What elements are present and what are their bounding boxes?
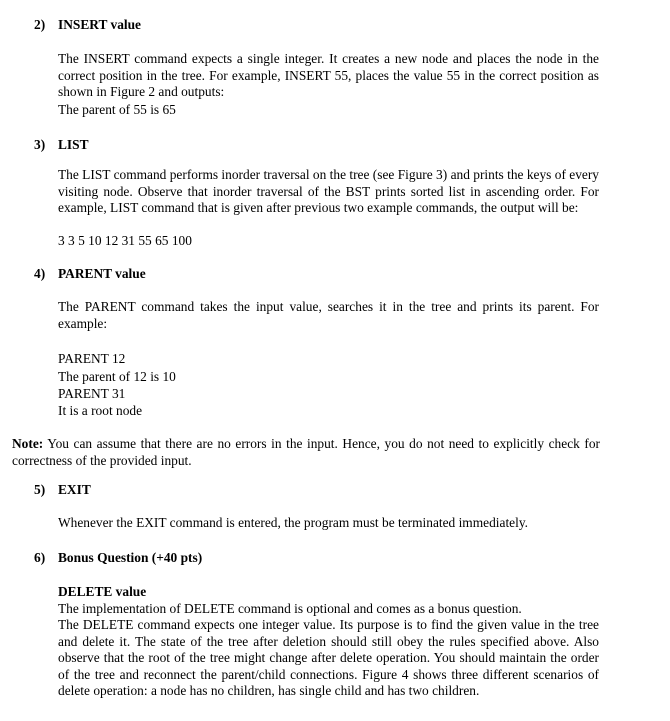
parent-example-4: It is a root node (58, 403, 143, 418)
exit-heading (34, 481, 91, 498)
list-number: 3) (34, 137, 46, 152)
insert-number: 2) (34, 17, 46, 32)
parent-heading (34, 265, 146, 282)
parent-example-2: The parent of 12 is 10 (58, 369, 176, 384)
parent-example-3: PARENT 31 (58, 386, 126, 401)
note-paragraph (12, 436, 600, 469)
note-label: Note: (12, 436, 44, 451)
bonus-subtitle: DELETE value (58, 584, 147, 599)
parent-example-1: PARENT 12 (58, 351, 126, 366)
exit-number: 5) (34, 482, 46, 497)
insert-title: INSERT value (58, 17, 141, 32)
bonus-title: Bonus Question (+40 pts) (58, 550, 203, 565)
bonus-paragraph: The DELETE command expects one integer value. Its purpose is to find the given value in the tree and delete it. The state of the tree after deletion should still obey the rules specified above. Also observe that the root of the tree might change after delete operation. You should maintain the order of the tree and reconnect the parent/child connections. Figure 4 shows three different scenarios of delete operation: a node has no children, has single child and has two children. (58, 617, 599, 699)
insert-paragraph: The INSERT command expects a single integer. It creates a new node and places the node in the correct position in the tree. For example, INSERT 55, places the value 55 in the correct position as shown in Figure 2 and outputs: (58, 51, 599, 100)
list-title: LIST (58, 137, 89, 152)
bonus-intro: The implementation of DELETE command is optional and comes as a bonus question. (58, 601, 522, 616)
parent-number: 4) (34, 266, 46, 281)
exit-paragraph: Whenever the EXIT command is entered, the program must be terminated immediately. (58, 515, 528, 530)
parent-title: PARENT value (58, 266, 146, 281)
list-output: 3 3 5 10 12 31 55 65 100 (58, 233, 192, 248)
bonus-number: 6) (34, 550, 46, 565)
list-paragraph: The LIST command performs inorder traversal on the tree (see Figure 3) and prints the keys of every visiting node. Observe that inorder traversal of the BST prints sorted list in ascending order. For example, LIST command that is given after previous two example commands, the output will be: (58, 167, 599, 216)
parent-paragraph: The PARENT command takes the input value, searches it in the tree and prints its parent. For example: (58, 299, 599, 331)
insert-heading (34, 16, 141, 33)
insert-output: The parent of 55 is 65 (58, 102, 176, 117)
note-text: You can assume that there are no errors in the input. Hence, you do not need to explicitly check for correctness of the provided input. (12, 436, 600, 468)
list-heading (34, 136, 89, 153)
exit-title: EXIT (58, 482, 91, 497)
bonus-heading (34, 549, 202, 566)
